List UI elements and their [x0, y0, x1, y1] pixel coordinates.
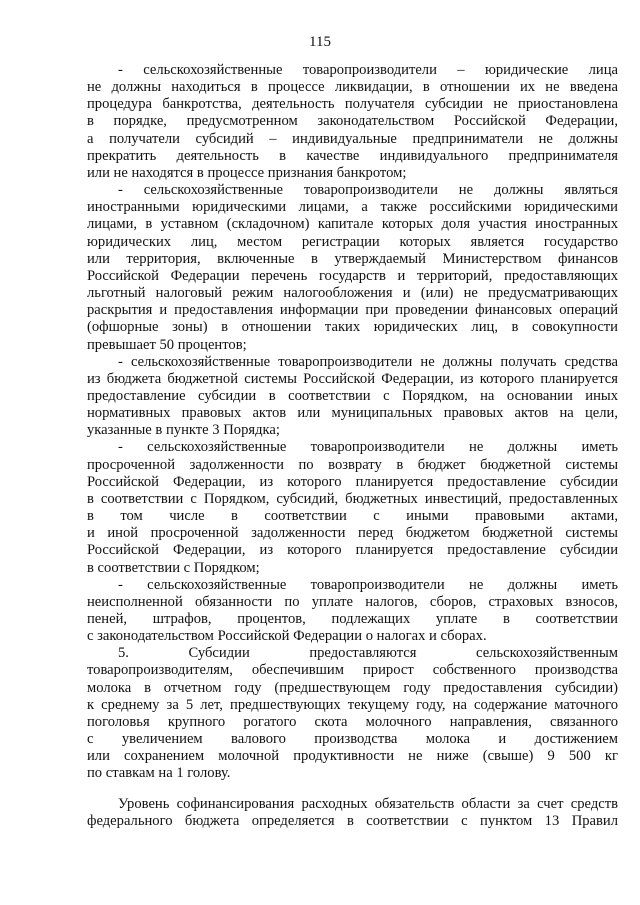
- text-line: нормативных правовых актов или муниципальных правовых актов на цели,: [87, 405, 618, 422]
- text-line: с законодательством Российской Федерации о налогах и сборах.: [87, 628, 487, 645]
- text-line: в порядке, предусмотренном законодательством Российской Федерации,: [87, 113, 618, 130]
- text-line: лицами, в уставном (складочном) капитале которых доля участия иностранных: [87, 216, 618, 233]
- text-line: товаропроизводителям, обеспечившим прирост собственного производства: [87, 662, 618, 679]
- text-line: по ставкам на 1 голову.: [87, 765, 231, 782]
- text-line: предоставление субсидии в соответствии с Порядком, на основании иных: [87, 387, 618, 404]
- text-line: юридических лиц, местом регистрации которых является государство: [87, 233, 618, 250]
- text-line: федерального бюджета определяется в соответствии с пунктом 13 Правил: [87, 812, 618, 829]
- text-line: - сельскохозяйственные товаропроизводители не должны получать средства: [118, 353, 618, 370]
- text-line: не должны находиться в процессе ликвидации, в отношении их не введена: [87, 79, 618, 96]
- text-line: в соответствии с Порядком;: [87, 559, 260, 576]
- text-line: или территория, включенные в утверждаемый Министерством финансов: [87, 250, 618, 267]
- text-line: или не находятся в процессе признания банкротом;: [87, 164, 407, 181]
- text-line: неисполненной обязанности по уплате налогов, сборов, страховых взносов,: [87, 593, 618, 610]
- text-line: а получатели субсидий – индивидуальные предприниматели не должны: [87, 130, 618, 147]
- text-line: Российской Федерации, из которого планируется предоставление субсидии: [87, 542, 618, 559]
- document-body: [87, 62, 618, 830]
- text-line: указанные в пункте 3 Порядка;: [87, 422, 280, 439]
- text-line: - сельскохозяйственные товаропроизводители – юридические лица: [118, 62, 618, 78]
- page-number: 115: [309, 34, 331, 50]
- text-line: из бюджета бюджетной системы Российской Федерации, из которого планируется: [87, 370, 618, 387]
- text-line: поголовья крупного рогатого скота молочного направления, связанного: [87, 713, 618, 730]
- text-line: льготный налоговый режим налогообложения и (или) не предусматривающих: [87, 285, 618, 302]
- text-line: пеней, штрафов, процентов, подлежащих уплате в соответствии: [87, 611, 618, 627]
- text-line: Российской Федерации, из которого планируется предоставление субсидии: [87, 473, 618, 490]
- text-line: Уровень софинансирования расходных обязательств области за счет средств: [118, 795, 618, 812]
- text-line: и иной просроченной задолженности перед бюджетом бюджетной системы: [87, 525, 618, 542]
- text-line: 5. Субсидии предоставляются сельскохозяйственным: [118, 645, 618, 662]
- text-line: в том числе в соответствии с иными правовыми актами,: [87, 508, 618, 525]
- text-line: прекратить деятельность в качестве индивидуального предпринимателя: [87, 147, 618, 164]
- text-line: - сельскохозяйственные товаропроизводители не должны являться: [118, 182, 618, 199]
- text-line: с увеличением валового производства молока и достижением: [87, 731, 618, 748]
- text-line: процедура банкротства, деятельность получателя субсидии не приостановлена: [87, 96, 618, 113]
- text-line: - сельскохозяйственные товаропроизводители не должны иметь: [118, 576, 618, 593]
- text-line: - сельскохозяйственные товаропроизводители не должны иметь: [118, 439, 618, 456]
- text-line: молока в отчетном году (предшествующем году предоставления субсидии): [87, 679, 618, 696]
- text-line: просроченной задолженности по возврату в бюджет бюджетной системы: [87, 456, 618, 473]
- text-line: в соответствии с Порядком, субсидий, бюджетных инвестиций, предоставленных: [87, 490, 618, 507]
- text-line: или сохранением молочной продуктивности не ниже (свыше) 9 500 кг: [87, 748, 618, 765]
- text-line: превышает 50 процентов;: [87, 336, 247, 353]
- text-line: иностранными юридическими лицами, а также российскими юридическими: [87, 199, 618, 216]
- text-line: раскрытия и предоставления информации при проведении финансовых операций: [87, 302, 618, 319]
- text-line: (офшорные зоны) в отношении таких юридических лиц, в совокупности: [87, 319, 618, 336]
- text-line: Российской Федерации перечень государств и территорий, предоставляющих: [87, 267, 618, 284]
- text-line: к среднему за 5 лет, предшествующих текущему году, на содержание маточного: [87, 696, 618, 713]
